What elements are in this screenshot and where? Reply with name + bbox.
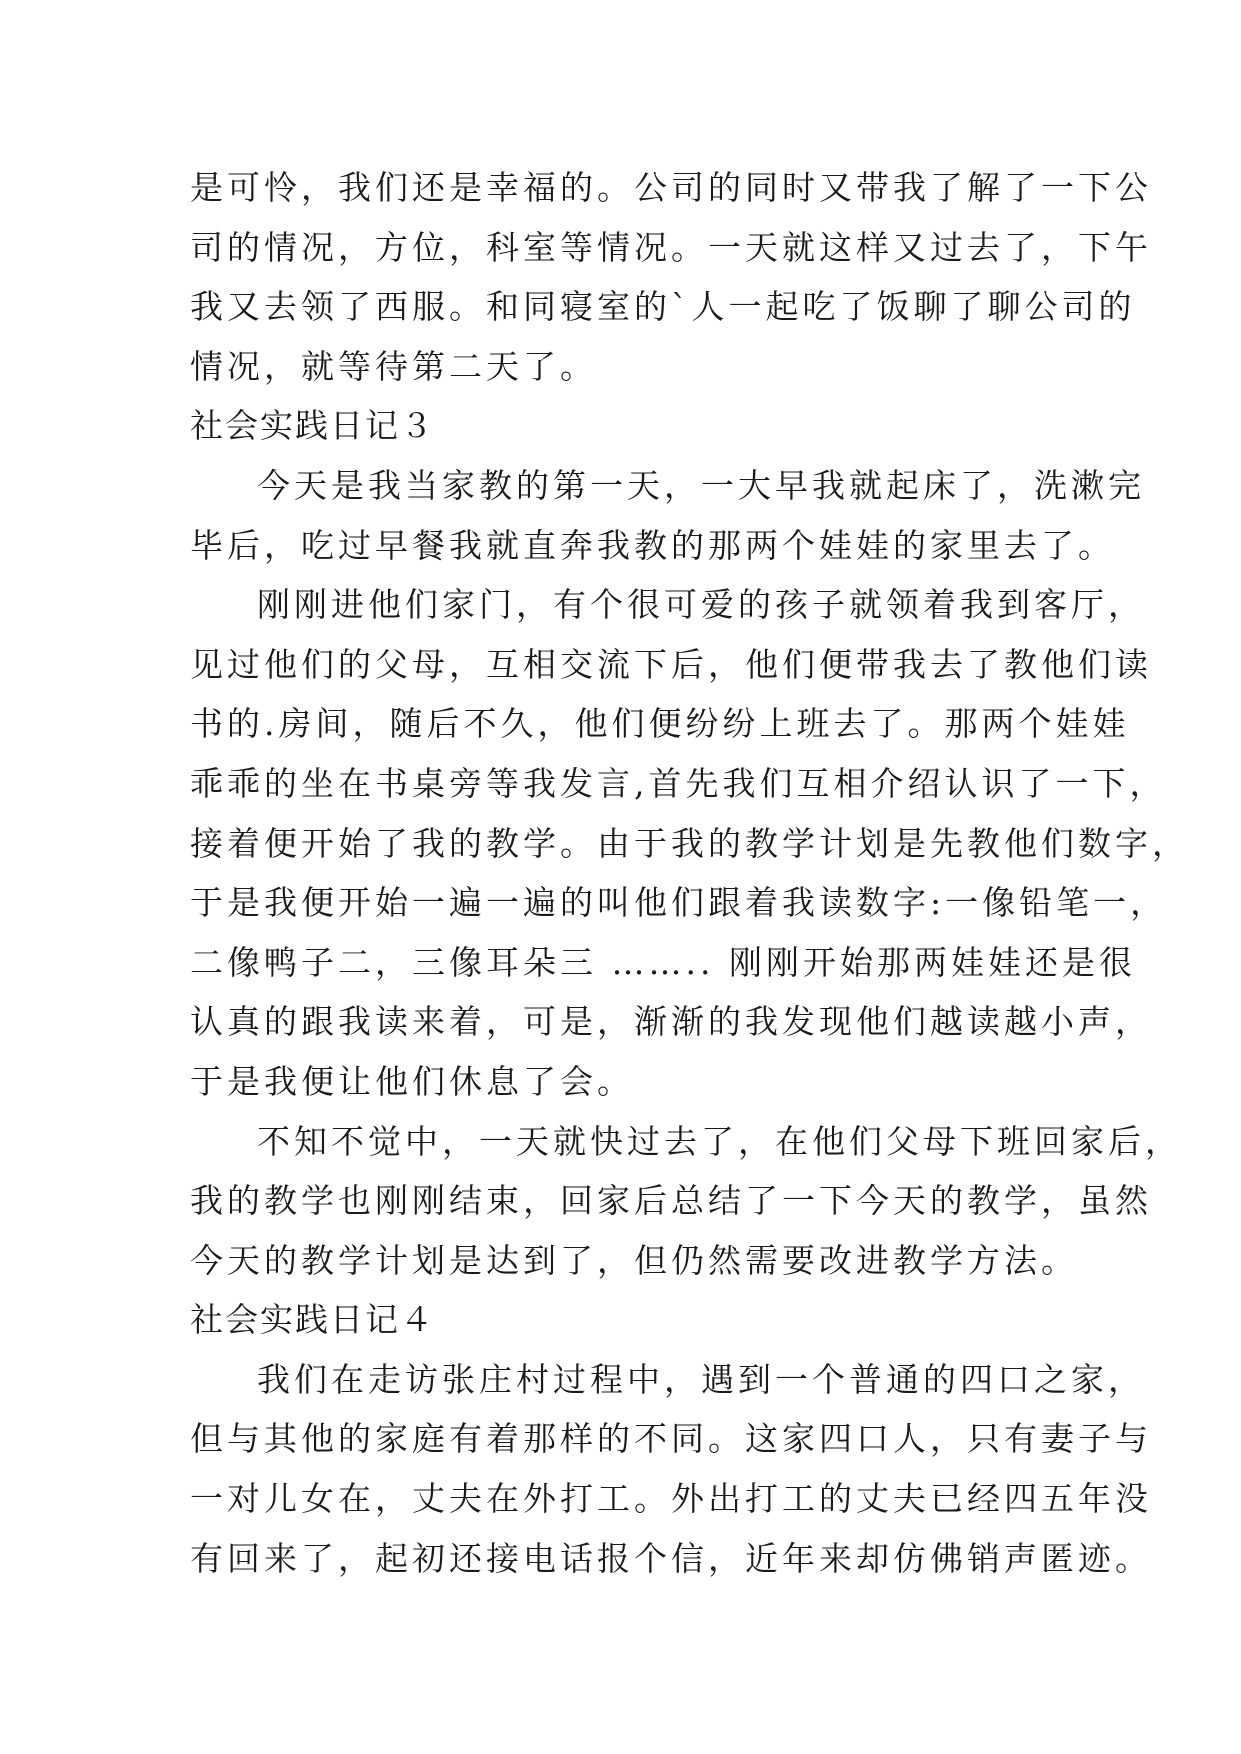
text-line: 毕后，吃过早餐我就直奔我教的那两个娃娃的家里去了。 [190,525,1115,565]
text-line: 但与其他的家庭有着那样的不同。这家四口人，只有妻子与 [190,1419,1152,1459]
text-line: 司的情况，方位，科室等情况。一天就这样又过去了，下午 [190,227,1152,267]
text-line: 认真的跟我读来着，可是，渐渐的我发现他们越读越小声， [190,1002,1152,1042]
text-line: 今天是我当家教的第一天，一大早我就起床了，洗漱完 [257,465,1145,505]
text-line: 书的.房间，随后不久，他们便纷纷上班去了。那两个娃娃 [190,704,1130,744]
text-line: 刚刚进他们家门，有个很可爱的孩子就领着我到客厅， [257,585,1145,625]
text-line: 有回来了，起初还接电话报个信，近年来却仿佛销声匿迹。 [190,1538,1152,1578]
continuation-paragraph [190,158,1152,396]
text-line: 今天的教学计划是达到了，但仍然需要改进教学方法。 [190,1240,1078,1280]
paragraph [190,456,1145,575]
section-heading-3: 社会实践日记３ [190,406,435,446]
text-line: 乖乖的坐在书桌旁等我发言,首先我们互相介绍认识了一下， [190,763,1167,803]
text-line: 于是我便让他们休息了会。 [190,1061,634,1101]
paragraph [190,1350,1152,1588]
text-line: 见过他们的父母，互相交流下后，他们便带我去了教他们读 [190,644,1152,684]
section-heading-4: 社会实践日记４ [190,1300,435,1340]
text-line: 于是我便开始一遍一遍的叫他们跟着我读数字:一像铅笔一， [190,883,1168,923]
document-body [190,158,1189,1588]
text-line: 情况，就等待第二天了。 [190,346,597,386]
paragraph [190,1112,1182,1291]
text-line: 二像鸭子二，三像耳朵三 …….. 刚刚开始那两娃娃还是很 [190,942,1136,982]
text-line: 我的教学也刚刚结束，回家后总结了一下今天的教学，虽然 [190,1181,1152,1221]
paragraph [190,575,1189,1111]
text-line: 一对儿女在，丈夫在外打工。外出打工的丈夫已经四五年没 [190,1479,1152,1519]
text-line: 接着便开始了我的教学。由于我的教学计划是先教他们数字， [190,823,1189,863]
text-line: 不知不觉中，一天就快过去了，在他们父母下班回家后， [257,1121,1182,1161]
text-line: 是可怜，我们还是幸福的。公司的同时又带我了解了一下公 [190,168,1152,207]
text-line: 我们在走访张庄村过程中，遇到一个普通的四口之家， [257,1359,1145,1399]
text-line: 我又去领了西服。和同寝室的`人一起吃了饭聊了聊公司的 [190,287,1136,327]
